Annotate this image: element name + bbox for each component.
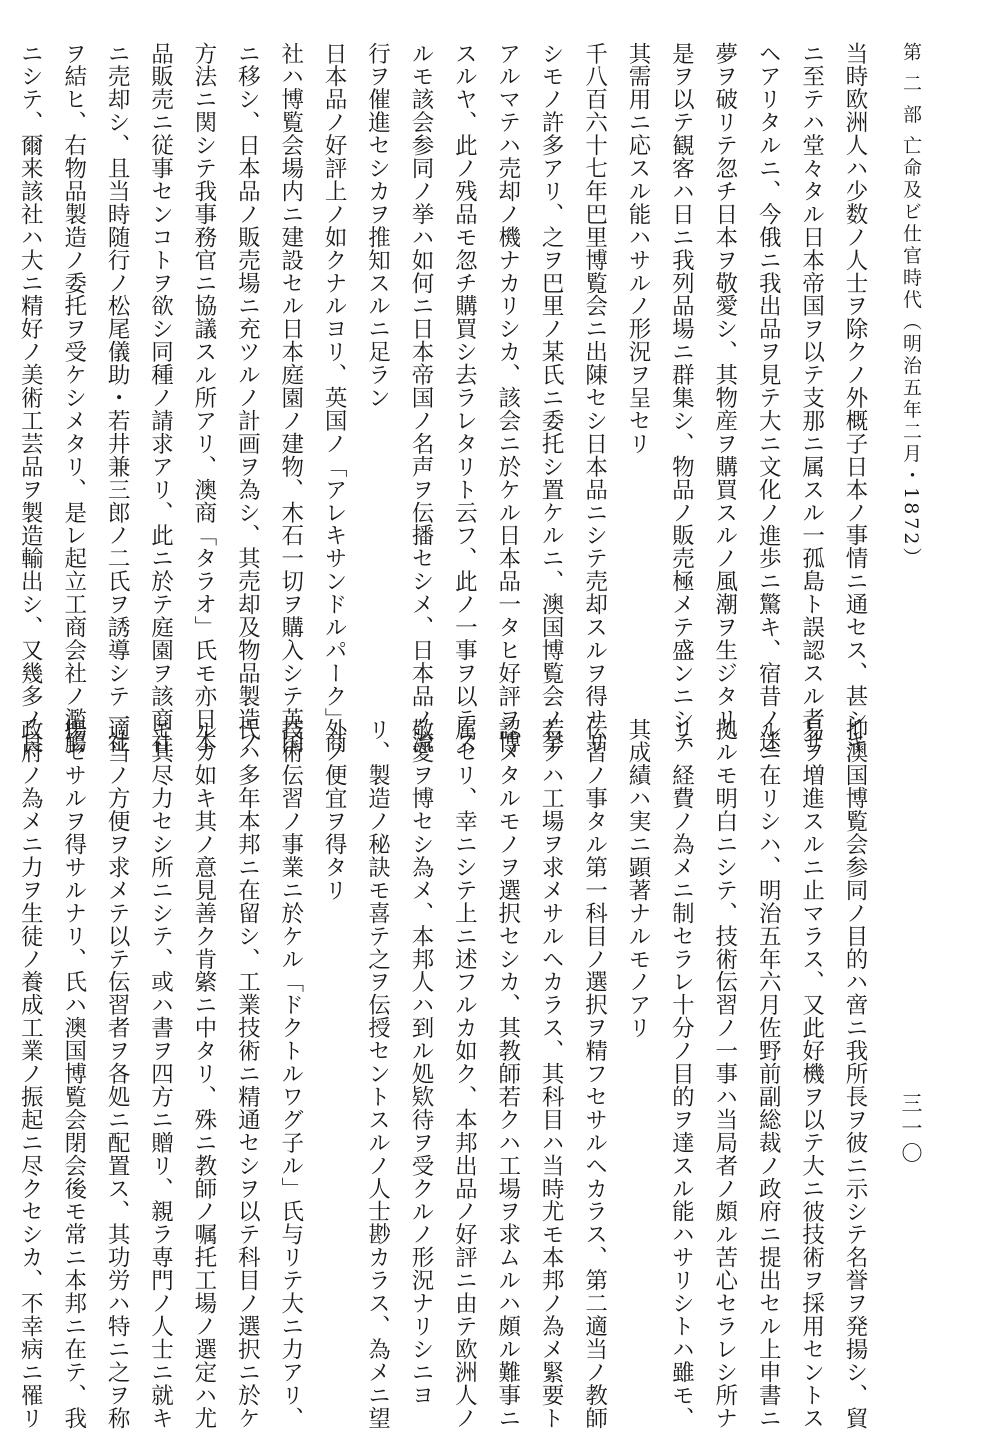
text-line: モ其尽力セシ所ニシテ、或ハ書ヲ四方ニ贈リ、親ラ専門ノ人士ニ就キ: [147, 718, 174, 1429]
text-line: 若クハ工場ヲ求メサルヘカラス、其科目ハ当時尤モ本邦ノ為メ緊要ト: [538, 718, 565, 1429]
text-line: ルニ在リシハ、明治五年六月佐野前副総裁ノ政府ニ提出セル上申書ニ: [755, 718, 782, 1429]
text-line: 其成績ハ実ニ顕著ナルモノアリ: [624, 718, 651, 1040]
text-line: ヲ結ヒ、右物品製造ノ委托ヲ受ケシメタリ、是レ起立工商会社ノ濫觴: [60, 42, 87, 754]
text-line: 千八百六十七年巴里博覧会ニ出陳セシ日本品ニシテ売却スルヲ得サリ: [581, 42, 608, 754]
text-line: ニ至テハ堂々タル日本帝国ヲ以テ支那ニ属スル一孤島ト誤認スル者サ: [798, 42, 825, 754]
text-line: 抑澳国博覧会参同ノ目的ハ啻ニ我所長ヲ彼ニ示シテ名誉ヲ発揚シ、貿: [842, 718, 868, 1429]
text-line: リ、製造ノ秘訣モ喜テ之ヲ伝授セントスルノ人士尠カラス、為メニ望: [364, 718, 391, 1429]
text-line: ニ移シ、日本品ノ販売場ニ充ツルノ計画ヲ為シ、其売却及物品製造ノ: [234, 42, 261, 754]
upper-text-block: [17, 42, 876, 754]
text-line: 当時欧洲人ハ少数ノ人士ヲ除クノ外概子日本ノ事情ニ通セス、甚シキ: [842, 42, 868, 754]
text-line: 社ハ博覧会場内ニ建設セル日本庭園ノ建物、木石一切ヲ購入シテ英国: [277, 42, 304, 754]
text-line: 方法ニ関シテ我事務官ニ協議スル所アリ、澳商「タラオ」氏モ亦日本: [190, 42, 217, 754]
text-line: 易ヲ増進スルニ止マラス、又此好機ヲ以テ大ニ彼技術ヲ採用セントス: [798, 718, 825, 1429]
running-header: [894, 42, 928, 642]
part-title: 第 二 部 亡命及ビ仕官時代: [900, 42, 922, 312]
text-line: 認メタルモノヲ選択セシカ、其教師若クハ工場ヲ求ムルハ頗ル難事ニ: [494, 718, 521, 1429]
text-line: 日本品ノ好評上ノ如クナルヨリ、英国ノ「アレキサンドルパーク」商: [321, 42, 348, 754]
text-line: 適当ノ方便ヲ求メテ以テ伝習者ヲ各処ニ配置ス、其功労ハ特ニ之ヲ称: [104, 718, 131, 1429]
text-line: 外ノ便宜ヲ得タリ: [321, 718, 348, 902]
text-line: リ、経費ノ為メニ制セラレ十分ノ目的ヲ達スル能ハサリシトハ雖モ、: [668, 718, 695, 1429]
text-line: 是ヲ以テ観客ハ日ニ我列品場ニ群集シ、物品ノ販売極メテ盛ンニシテ: [668, 42, 695, 754]
page-number: 三一〇: [899, 1092, 923, 1167]
text-line: 政府ノ為メニ力ヲ生徒ノ養成工業ノ振起ニ尽クセシカ、不幸病ニ罹リ: [17, 718, 44, 1429]
text-line: [0, 718, 8, 1358]
text-line: 拠ルモ明白ニシテ、技術伝習ノ一事ハ当局者ノ頗ル苦心セラレシ所ナ: [711, 718, 738, 1429]
text-line: 属セリ、幸ニシテ上ニ述フルカ如ク、本邦出品ノ好評ニ由テ欧洲人ノ: [451, 718, 478, 1429]
period-date: （明治五年二月・1872）: [900, 311, 922, 570]
text-line: ルモ該会参同ノ挙ハ如何ニ日本帝国ノ名声ヲ伝播セシメ、日本品ノ流: [407, 42, 434, 754]
text-line: 夢ヲ破リテ忽チ日本ヲ敬愛シ、其物産ヲ購買スルノ風潮ヲ生ジタリ、: [711, 42, 738, 754]
text-line: ニ売却シ、且当時随行ノ松尾儀助・若井兼三郎ノ二氏ヲ誘導シテ一社: [104, 42, 131, 754]
text-line: ルカ如キ其ノ意見善ク肯綮ニ中タリ、殊ニ教師ノ嘱托工場ノ選定ハ尤: [190, 718, 217, 1429]
text-line: 品販売ニ従事センコトヲ欲シ同種ノ請求アリ、此ニ於テ庭園ヲ該商社: [147, 42, 174, 754]
text-line: スルヤ、此ノ残品モ忽チ購買シ去ラレタリト云フ、此ノ一事ヲ以テス: [451, 42, 478, 754]
text-line: 行ヲ催進セシカヲ推知スルニ足ラン: [364, 42, 391, 410]
text-line: 技術伝習ノ事業ニ於ケル「ドクトルワグ子ル」氏与リテ大ニ力アリ、: [277, 718, 304, 1429]
text-line: 其需用ニ応スル能ハサルノ形況ヲ呈セリ: [624, 42, 651, 456]
text-line: [0, 42, 8, 682]
text-line: アルマテハ売却ノ機ナカリシカ、該会ニ於ケル日本品一タヒ好評ヲ博: [494, 42, 521, 754]
lower-text-block: [17, 718, 876, 1429]
text-line: ヘアリタルニ、今俄ニ我出品ヲ見テ大ニ文化ノ進歩ニ驚キ、宿昔ノ迷: [755, 42, 782, 754]
text-line: シモノ許多アリ、之ヲ巴里ノ某氏ニ委托シ置ケルニ、澳国博覧会ノ挙: [538, 42, 565, 754]
text-line: ニシテ、爾来該社ハ大ニ精好ノ美術工芸品ヲ製造輸出シ、又幾多ノ良: [17, 42, 44, 754]
text-line: 氏ハ多年本邦ニ在留シ、工業技術ニ精通セシヲ以テ科目ノ選択ニ於ケ: [234, 718, 261, 1429]
text-line: 揚セサルヲ得サルナリ、氏ハ澳国博覧会閉会後モ常ニ本邦ニ在テ、我: [60, 718, 87, 1429]
text-line: 伝習ノ事タル第一科目ノ選択ヲ精フセサルヘカラス、第二適当ノ教師: [581, 718, 608, 1429]
text-line: 敬愛ヲ博セシ為メ、本邦人ハ到ル処欵待ヲ受クルノ形況ナリシニヨ: [407, 718, 434, 1407]
